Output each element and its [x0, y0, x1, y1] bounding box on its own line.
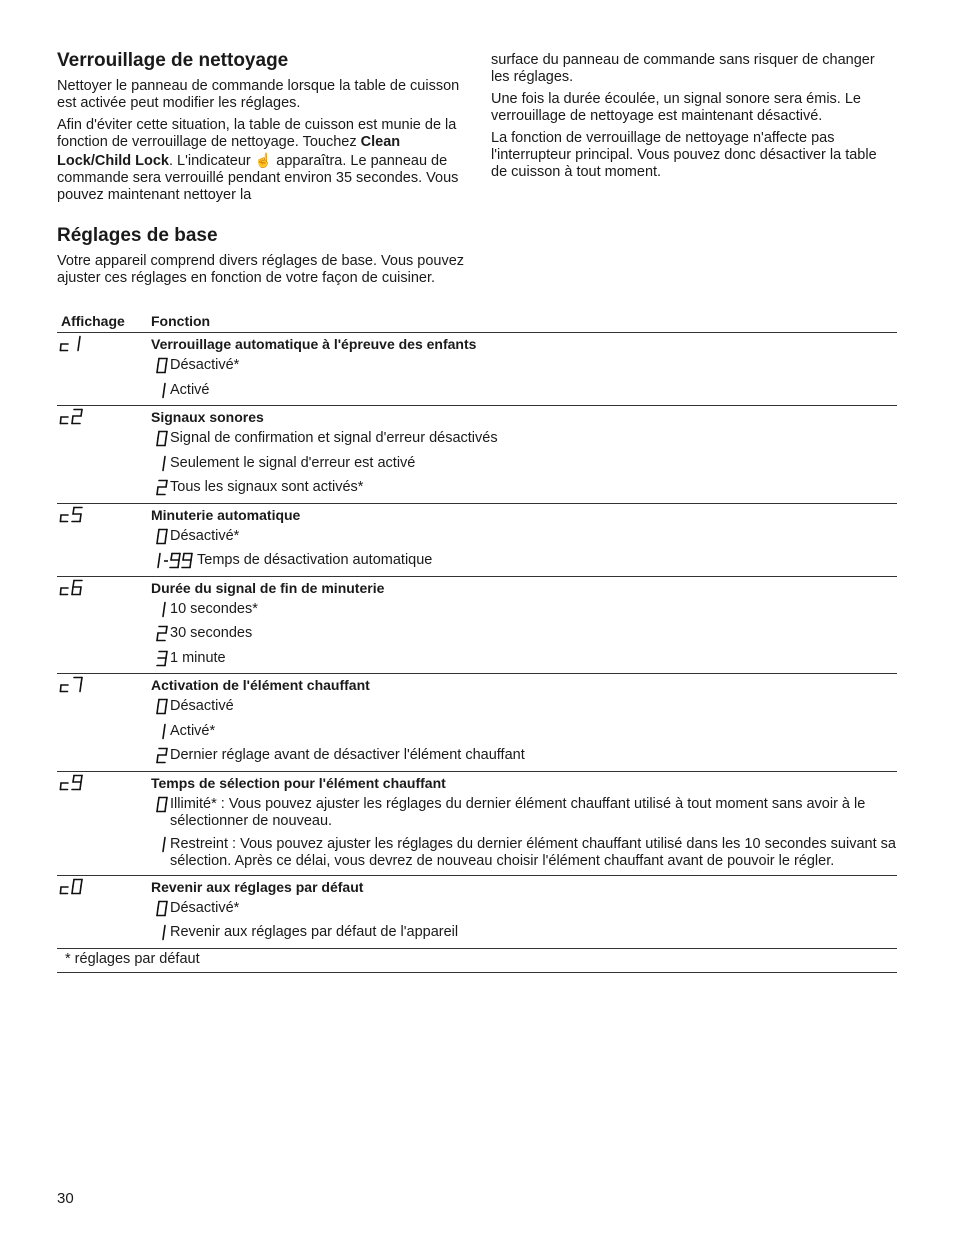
- function-title: Revenir aux réglages par défaut: [151, 878, 364, 895]
- option-item: [151, 379, 897, 404]
- function-cell: [151, 774, 897, 873]
- option-value: [151, 924, 168, 944]
- option-value: [151, 698, 168, 718]
- option-label: Signal de confirmation et signal d'erreur désactivés: [170, 430, 498, 446]
- function-title: Verrouillage automatique à l'épreuve des enfants: [151, 336, 477, 352]
- option-value: [151, 528, 168, 548]
- settings-table: [57, 310, 897, 973]
- option-item: [151, 549, 897, 574]
- paragraph-cleaning-lock: Afin d'éviter cette situation, la table de cuisson est munie de la fonction de verrouillage de nettoyage. Touchez Clean Lock/Child Lock. L'indicateur ☝ apparaîtra. Le panneau de commande sera verrouillé pendant environ 35 secondes. Vous pouvez maintenant nettoyer la: [57, 116, 459, 204]
- paragraph: Nettoyer le panneau de commande lorsque la table de cuisson est activée peut modifier les réglages.: [57, 78, 460, 112]
- table-row: [57, 876, 897, 949]
- option-label: Tous les signaux sont activés*: [170, 479, 364, 495]
- paragraph: surface du panneau de commande sans risquer de changer les réglages.: [491, 52, 875, 86]
- paragraph: Votre appareil comprend divers réglages de base. Vous pouvez ajuster ces réglages en fonction de votre façon de cuisiner.: [57, 252, 465, 287]
- function-cell: [151, 878, 897, 946]
- option-label: Désactivé*: [170, 899, 240, 916]
- option-value: [151, 430, 168, 450]
- option-value: [151, 836, 168, 871]
- option-value: [151, 357, 168, 377]
- option-item: [151, 720, 897, 745]
- option-value: [151, 723, 168, 743]
- option-value: [151, 601, 168, 621]
- function-title: Signaux sonores: [151, 409, 264, 425]
- option-item: [151, 476, 897, 501]
- option-value: [151, 552, 195, 572]
- option-item: [151, 921, 897, 946]
- paragraph: La fonction de verrouillage de nettoyage n'affecte pas l'interrupteur principal. Vous pouvez donc désactiver la table de cuisson à tout moment.: [491, 129, 877, 181]
- page-number: 30: [57, 1190, 74, 1207]
- option-label: 1 minute: [170, 649, 226, 666]
- option-label: Activé: [170, 381, 210, 398]
- option-value: [151, 796, 168, 831]
- table-row: [57, 406, 897, 504]
- display-code: [57, 878, 151, 946]
- option-label: Désactivé*: [170, 357, 240, 373]
- function-title: Activation de l'élément chauffant: [151, 677, 370, 693]
- clean-lock-label: Clean Lock/Child Lock: [57, 134, 401, 169]
- display-code: [57, 676, 151, 769]
- option-item: [151, 647, 897, 672]
- option-value: [151, 382, 168, 402]
- option-label: Désactivé: [170, 698, 234, 714]
- function-cell: [151, 579, 897, 672]
- table-body: [57, 333, 897, 949]
- heading-basic-settings: Réglages de base: [57, 224, 218, 246]
- function-title: Temps de sélection pour l'élément chauffant: [151, 774, 446, 791]
- paragraph: Une fois la durée écoulée, un signal sonore sera émis. Le verrouillage de nettoyage est maintenant désactivé.: [491, 90, 861, 125]
- option-value: [151, 455, 168, 475]
- option-value: [151, 747, 168, 767]
- table-row: [57, 772, 897, 876]
- option-item: [151, 452, 897, 477]
- option-item: [151, 525, 897, 550]
- header-display: Affichage: [61, 313, 125, 329]
- option-label: Dernier réglage avant de désactiver l'élément chauffant: [170, 747, 525, 763]
- option-value: [151, 650, 168, 670]
- option-item: [151, 897, 897, 922]
- option-label: Activé*: [170, 722, 216, 739]
- display-code: [57, 774, 151, 873]
- function-title: Minuterie automatique: [151, 506, 301, 523]
- option-item: [151, 427, 897, 452]
- option-label: 30 secondes: [170, 625, 253, 641]
- function-cell: [151, 506, 897, 574]
- option-item: [151, 833, 897, 873]
- heading-cleaning-lock: Verrouillage de nettoyage: [57, 50, 289, 71]
- function-cell: [151, 408, 897, 501]
- display-code: [57, 579, 151, 672]
- option-label: Désactivé*: [170, 527, 240, 544]
- function-cell: [151, 335, 897, 403]
- display-code: [57, 506, 151, 574]
- table-row: [57, 674, 897, 772]
- table-header: [57, 310, 897, 333]
- option-label: 10 secondes*: [170, 600, 258, 617]
- function-cell: [151, 676, 897, 769]
- option-item: [151, 744, 897, 769]
- option-value: [151, 625, 168, 645]
- table-row: [57, 333, 897, 406]
- header-function: Fonction: [151, 313, 211, 329]
- option-item: [151, 793, 897, 833]
- display-code: [57, 408, 151, 501]
- option-label: Revenir aux réglages par défaut de l'appareil: [170, 924, 459, 940]
- option-label: Restreint : Vous pouvez ajuster les réglages du dernier élément chauffant utilisé dans les 10 secondes suivant sa sélection. Après ce délai, vous devrez de nouveau choisir l'élément chauffant avant de pouvoir le régler.: [170, 835, 896, 869]
- left-column: [57, 50, 467, 292]
- footnote: * réglages par défaut: [57, 949, 897, 973]
- right-column: [491, 52, 891, 186]
- display-code: [57, 335, 151, 403]
- function-title: Durée du signal de fin de minuterie: [151, 579, 385, 596]
- option-value: [151, 479, 168, 499]
- option-label: Seulement le signal d'erreur est activé: [170, 454, 416, 471]
- option-label: Illimité* : Vous pouvez ajuster les réglages du dernier élément chauffant utilisé à tout moment sans avoir à le sélectionner de nouveau.: [170, 795, 866, 829]
- option-item: [151, 695, 897, 720]
- option-item: [151, 354, 897, 379]
- option-item: [151, 622, 897, 647]
- option-item: [151, 598, 897, 623]
- table-row: [57, 577, 897, 675]
- table-row: [57, 504, 897, 577]
- hand-icon: ☝: [254, 151, 273, 168]
- option-label: Temps de désactivation automatique: [197, 552, 433, 568]
- option-value: [151, 900, 168, 920]
